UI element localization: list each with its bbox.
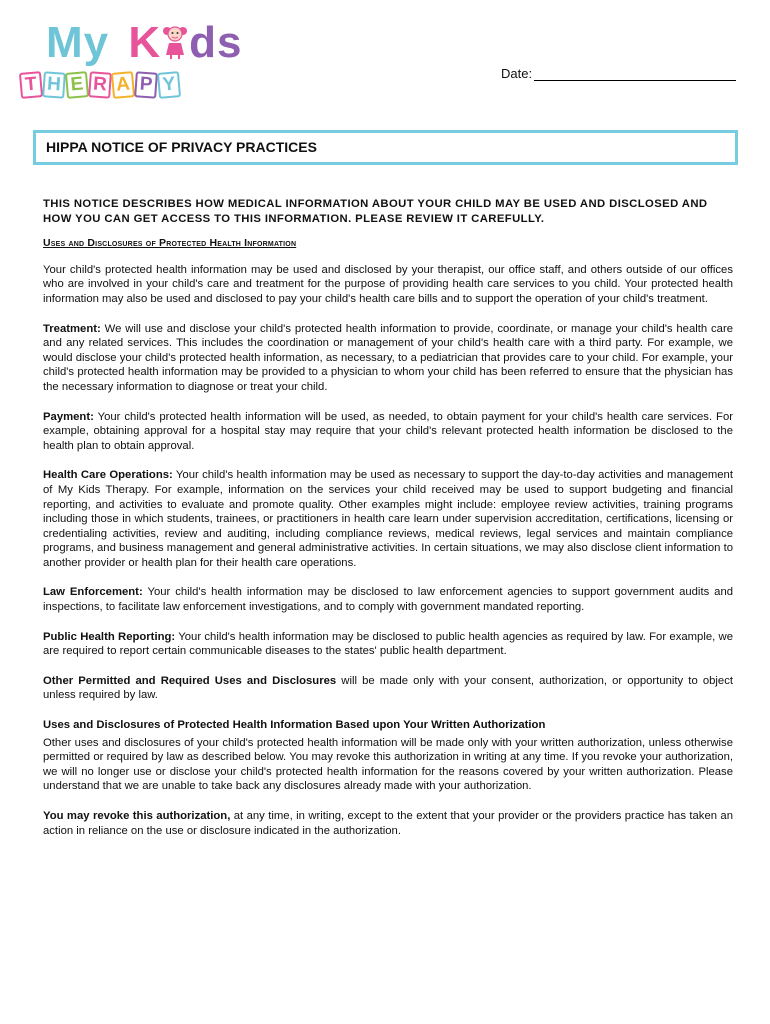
policy-paragraph xyxy=(43,410,733,454)
therapy-block: H xyxy=(42,71,66,98)
paragraph-text: Your child's protected health information will be used, as needed, to obtain payment for your child's health care services. For example, obtaining approval for a hospital stay may require that your child's relevant protected health information be disclosed to the health plan to obtain approval. xyxy=(43,410,733,452)
therapy-block: Y xyxy=(157,71,181,99)
therapy-block: T xyxy=(19,71,43,99)
therapy-blocks xyxy=(20,72,180,98)
written-auth-paragraph: Other uses and disclosures of your child's protected health information will be made only with your written authorization, unless otherwise permitted or required by law as described below. You may revoke this authorization in writing at any time. If you revoke your authorization, we will no longer use or disclose your child's protected health information for the reasons covered by your written authorization. Please understand that we are unable to take back any disclosures already made with your authorization. xyxy=(43,736,733,793)
paragraph-label: Law Enforcement: xyxy=(43,586,143,599)
paragraph-text: We will use and disclose your child's protected health information to provide, coordinate, or manage your child's health care and any related services. This includes the coordination or management of your child's health care with a third party. For example, we would disclose your child's protected health information, as necessary, to a pediatrician that provides care to your child. For example, your child's protected health information may be provided to a physician to whom your child has been referred to ensure that the physician has the necessary information to diagnose or treat your child. xyxy=(43,322,733,393)
therapy-block: P xyxy=(134,71,158,98)
document-body xyxy=(43,197,733,853)
policy-paragraph xyxy=(43,322,733,395)
logo-wordmark xyxy=(46,18,243,68)
paragraph-list xyxy=(43,322,733,703)
page-title: HIPPA NOTICE OF PRIVACY PRACTICES xyxy=(33,130,738,165)
intro-paragraph: Your child's protected health information may be used and disclosed by your therapist, our office staff, and others outside of our offices who are involved in your child's care and treatment for the purpose of providing health care services to you child. Your protected health information may also be used and disclosed to pay your child's health care bills and to support the operation of your child's treatment. xyxy=(43,263,733,305)
notice-statement: THIS NOTICE DESCRIBES HOW MEDICAL INFORMATION ABOUT YOUR CHILD MAY BE USED AND DISCLOSED AND HOW YOU CAN GET ACCESS TO THIS INFORMATION. PLEASE REVIEW IT CAREFULLY. xyxy=(43,198,708,225)
policy-paragraph xyxy=(43,630,733,659)
policy-paragraph xyxy=(43,468,733,570)
logo-k: K xyxy=(128,18,162,67)
policy-paragraph xyxy=(43,585,733,614)
date-line[interactable] xyxy=(534,66,736,81)
paragraph-text: will be made only with your consent, authorization, or opportunity to object unless required by law. xyxy=(43,674,733,702)
therapy-block: E xyxy=(65,71,89,99)
paragraph-label: Other Permitted and Required Uses and Disclosures xyxy=(43,674,337,687)
written-auth-heading: Uses and Disclosures of Protected Health Information Based upon Your Written Authorization xyxy=(43,719,546,732)
paragraph-text: Your child's health information may be disclosed to public health agencies as required by law. For example, we are required to report certain communicable diseases to the states' public health department. xyxy=(43,630,733,658)
policy-paragraph xyxy=(43,674,733,703)
paragraph-label: Payment: xyxy=(43,410,94,423)
paragraph-text: Your child's health information may be used as necessary to support the day-to-day activities and management of My Kids Therapy. For example, information on the services your child received may be used to support budgeting and financial reporting, and activities to evaluate and promote quality. Other examples might include: employee review activities, training programs including those in which students, trainees, or practitioners in health care learn under supervision accreditation, certifications, licensing or credentialing activities, review and auditing, including compliance reviews, medical reviews, legal services and maintain compliance programs, and business management and general administrative activities. In certain situations, we may also disclose client information to another provider or health plan for their health care operations. xyxy=(43,469,733,569)
my-kids-therapy-logo xyxy=(20,18,260,113)
therapy-block: R xyxy=(88,71,112,98)
section-heading: Uses and Disclosures of Protected Health Information xyxy=(43,237,297,250)
girl-mascot-icon xyxy=(162,20,188,56)
logo-ds: ds xyxy=(189,18,243,67)
logo-my: My xyxy=(46,18,110,67)
date-label: Date: xyxy=(501,66,533,81)
date-field xyxy=(501,66,736,81)
revoke-paragraph xyxy=(43,809,733,838)
revoke-label: You may revoke this authorization, xyxy=(43,810,231,822)
therapy-block: A xyxy=(111,71,135,99)
paragraph-label: Treatment: xyxy=(43,322,101,335)
paragraph-text: Your child's health information may be disclosed to law enforcement agencies to support government audits and inspections, to facilitate law enforcement investigations, and to comply with government mandated reporting. xyxy=(43,586,734,614)
paragraph-label: Health Care Operations: xyxy=(43,469,173,482)
paragraph-label: Public Health Reporting: xyxy=(43,630,176,643)
revoke-text: at any time, in writing, except to the extent that your provider or the providers practice has taken an action in reliance on the use or disclosure indicated in the authorization. xyxy=(43,810,733,837)
